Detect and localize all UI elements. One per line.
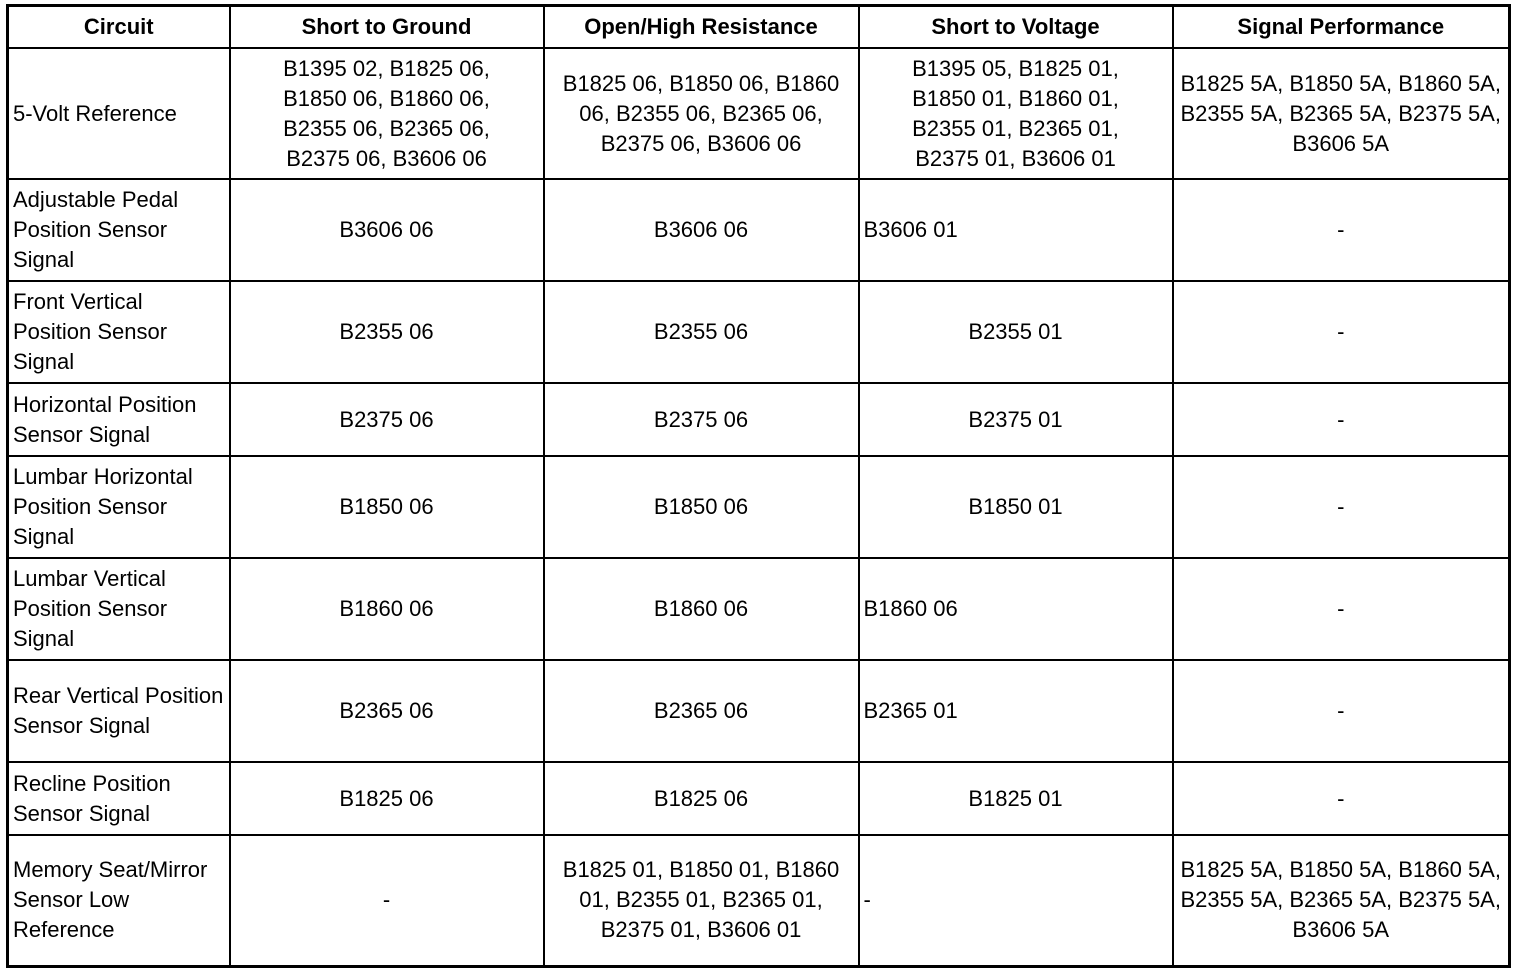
dtc-circuit-table (6, 4, 1511, 968)
table-row (8, 835, 1510, 966)
cell-open-high-resistance: B1850 06 (544, 456, 859, 558)
table-row (8, 48, 1510, 179)
cell-short-to-voltage: B1850 01 (859, 456, 1173, 558)
cell-signal-performance: - (1173, 281, 1510, 383)
cell-open-high-resistance: B2365 06 (544, 660, 859, 762)
table-row (8, 281, 1510, 383)
cell-open-high-resistance: B3606 06 (544, 179, 859, 281)
cell-short-to-ground: B2365 06 (230, 660, 544, 762)
cell-signal-performance: B1825 5A, B1850 5A, B1860 5A, B2355 5A, B2365 5A, B2375 5A, B3606 5A (1173, 835, 1510, 966)
cell-short-to-ground: B1850 06 (230, 456, 544, 558)
cell-signal-performance: - (1173, 660, 1510, 762)
table-row (8, 762, 1510, 835)
header-open-high-resistance: Open/High Resistance (544, 6, 859, 49)
cell-short-to-voltage: B1395 05, B1825 01, B1850 01, B1860 01, B2355 01, B2365 01, B2375 01, B3606 01 (859, 48, 1173, 179)
cell-circuit: Lumbar Horizontal Position Sensor Signal (8, 456, 230, 558)
table-row (8, 383, 1510, 456)
header-signal-performance: Signal Performance (1173, 6, 1510, 49)
table-row (8, 558, 1510, 660)
cell-circuit: Lumbar Vertical Position Sensor Signal (8, 558, 230, 660)
cell-signal-performance: - (1173, 456, 1510, 558)
cell-short-to-ground: - (230, 835, 544, 966)
cell-short-to-ground: B1825 06 (230, 762, 544, 835)
cell-circuit: Front Vertical Position Sensor Signal (8, 281, 230, 383)
cell-short-to-ground: B2355 06 (230, 281, 544, 383)
cell-short-to-voltage: B2355 01 (859, 281, 1173, 383)
cell-circuit: 5-Volt Reference (8, 48, 230, 179)
cell-short-to-ground: B2375 06 (230, 383, 544, 456)
cell-circuit: Recline Position Sensor Signal (8, 762, 230, 835)
cell-open-high-resistance: B1825 06, B1850 06, B1860 06, B2355 06, B2365 06, B2375 06, B3606 06 (544, 48, 859, 179)
table-row (8, 456, 1510, 558)
cell-circuit: Horizontal Position Sensor Signal (8, 383, 230, 456)
cell-signal-performance: - (1173, 762, 1510, 835)
cell-short-to-voltage: B2365 01 (859, 660, 1173, 762)
table-row (8, 179, 1510, 281)
dtc-table-container (6, 4, 1508, 968)
cell-circuit: Rear Vertical Position Sensor Signal (8, 660, 230, 762)
cell-short-to-voltage: - (859, 835, 1173, 966)
cell-signal-performance: B1825 5A, B1850 5A, B1860 5A, B2355 5A, B2365 5A, B2375 5A, B3606 5A (1173, 48, 1510, 179)
cell-short-to-voltage: B1825 01 (859, 762, 1173, 835)
cell-circuit: Adjustable Pedal Position Sensor Signal (8, 179, 230, 281)
table-row (8, 660, 1510, 762)
cell-open-high-resistance: B2375 06 (544, 383, 859, 456)
cell-open-high-resistance: B1860 06 (544, 558, 859, 660)
table-header-row (8, 6, 1510, 49)
cell-short-to-voltage: B1860 06 (859, 558, 1173, 660)
cell-short-to-voltage: B2375 01 (859, 383, 1173, 456)
cell-short-to-ground: B1395 02, B1825 06, B1850 06, B1860 06, B2355 06, B2365 06, B2375 06, B3606 06 (230, 48, 544, 179)
cell-short-to-ground: B1860 06 (230, 558, 544, 660)
cell-signal-performance: - (1173, 558, 1510, 660)
cell-open-high-resistance: B2355 06 (544, 281, 859, 383)
cell-short-to-ground: B3606 06 (230, 179, 544, 281)
cell-signal-performance: - (1173, 179, 1510, 281)
cell-circuit: Memory Seat/Mirror Sensor Low Reference (8, 835, 230, 966)
cell-open-high-resistance: B1825 01, B1850 01, B1860 01, B2355 01, B2365 01, B2375 01, B3606 01 (544, 835, 859, 966)
cell-open-high-resistance: B1825 06 (544, 762, 859, 835)
header-short-to-ground: Short to Ground (230, 6, 544, 49)
header-short-to-voltage: Short to Voltage (859, 6, 1173, 49)
header-circuit: Circuit (8, 6, 230, 49)
cell-signal-performance: - (1173, 383, 1510, 456)
cell-short-to-voltage: B3606 01 (859, 179, 1173, 281)
